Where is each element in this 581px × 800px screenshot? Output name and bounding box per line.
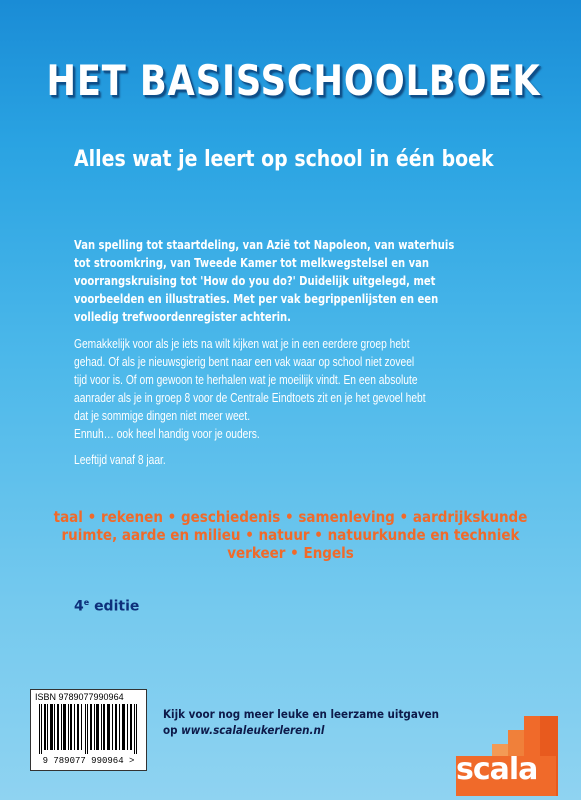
description-line: tijd voor is. Of om gewoon te herhalen wat je moeilijk vindt. En een absolute [74, 373, 418, 387]
promo-prefix: op [163, 723, 182, 737]
bullet-separator: • [314, 526, 328, 544]
subject-item: aardrijkskunde [412, 508, 528, 526]
subject-line-1 [29, 508, 552, 526]
intro-line: voorrangskruising tot 'How do you do?' Duidelijk uitgelegd, met [74, 273, 436, 288]
subject-item: natuurkunde en techniek [327, 526, 520, 544]
edition-number: 4 [74, 598, 84, 615]
bullet-separator: • [167, 508, 181, 526]
subject-line-2 [29, 526, 552, 544]
publisher-url: www.scalaleukerleren.nl [181, 723, 325, 737]
intro-line: voorbeelden en illustraties. Met per vak begrippenlijsten en een [74, 291, 439, 306]
description-line: Gemakkelijk voor als je iets na wilt kijken wat je in een eerdere groep hebt [74, 337, 410, 351]
promo-line: Kijk voor nog meer leuke en leerzame uitgaven [163, 707, 439, 721]
description-line: dat je sommige dingen niet meer weet. [74, 409, 251, 423]
subject-item: samenleving [298, 508, 395, 526]
bullet-separator: • [290, 544, 304, 562]
bullet-separator: • [399, 508, 413, 526]
intro-paragraph [74, 236, 522, 326]
subject-item: Engels [303, 544, 354, 562]
publisher-promo [163, 706, 439, 738]
age-indication: Leeftijd vanaf 8 jaar. [74, 453, 166, 467]
promo-line [163, 722, 439, 738]
intro-line: volledig trefwoordenregister achterin. [74, 309, 291, 324]
description-line: Ennuh… ook heel handig voor je ouders. [74, 427, 260, 441]
bullet-separator: • [245, 526, 259, 544]
barcode-icon [37, 704, 140, 754]
isbn-barcode [30, 689, 147, 771]
subject-item: natuur [258, 526, 310, 544]
intro-line: tot stroomkring, van Tweede Kamer tot melkwegstelsel en van [74, 255, 429, 270]
subject-item: taal [53, 508, 83, 526]
edition-label [74, 598, 139, 615]
bullet-separator: • [285, 508, 299, 526]
intro-line: Van spelling tot staartdeling, van Azië tot Napoleon, van waterhuis [74, 237, 455, 252]
subject-list [0, 508, 581, 562]
subject-item: geschiedenis [180, 508, 281, 526]
subject-item: rekenen [100, 508, 163, 526]
edition-superscript: e [83, 598, 90, 607]
description-line: gehad. Of als je nieuwsgierig bent naar een vak waar op school niet zoveel [74, 355, 415, 369]
ean-digits: 9 789077 990964 > [42, 756, 135, 766]
book-title: HET BASISSCHOOLBOEK [46, 56, 541, 105]
bullet-separator: • [87, 508, 101, 526]
edition-word: editie [94, 598, 140, 615]
subject-item: ruimte, aarde en milieu [61, 526, 241, 544]
isbn-label: ISBN 9789077990964 [35, 692, 124, 702]
subject-item: verkeer [227, 544, 286, 562]
publisher-logo-text: scala [456, 752, 538, 787]
subject-line-3 [29, 544, 552, 562]
description-line: aanrader als je in groep 8 voor de Centrale Eindtoets zit en je het gevoel hebt [74, 391, 426, 405]
description-paragraph [74, 335, 533, 443]
book-subtitle: Alles wat je leert op school in één boek [74, 147, 494, 172]
